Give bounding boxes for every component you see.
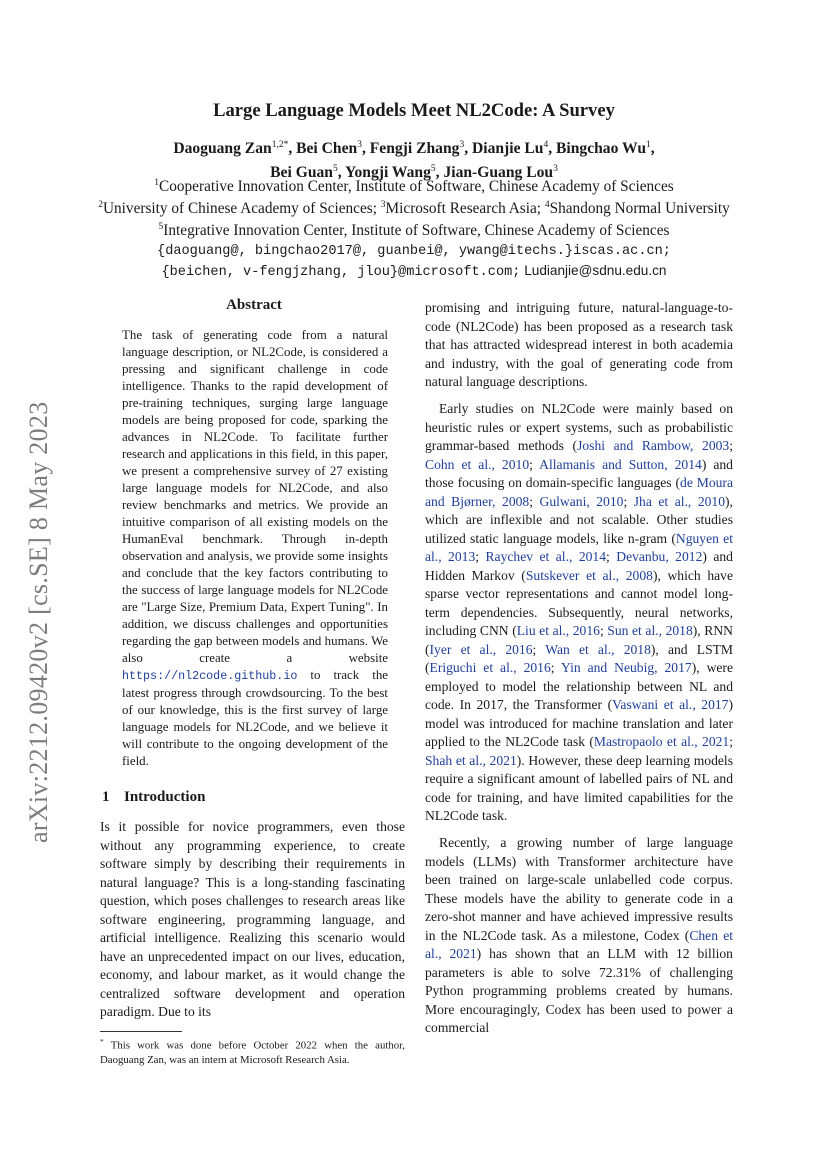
paper-title: Large Language Models Meet NL2Code: A Survey [213,100,615,121]
footnote [100,1035,405,1067]
citation-link[interactable]: Sutskever et al., 2008 [525,567,653,583]
author-line-1 [0,135,828,159]
author-affil-mark: 3 [553,164,558,175]
citation-link[interactable]: Nguyen et al., 2013 [425,530,733,564]
author-affil-mark: 5 [332,164,338,175]
affil-mark: 2 [98,200,103,211]
email-line-1 [0,240,828,261]
email-line-2 [0,261,828,282]
intro-paragraph-left: Is it possible for novice programmers, even those without any programming experience, to create software simply by describing their requirements in natural language? This is a long-standing fascinating question, which poses challenges to research areas like software engineering, programming language, and artificial intelligence. Realizing this scenario would have an unprecedented impact on our lives, education, economy, and labour market, as it would change the centralized software development and operation paradigm. Due to its [100,819,405,1019]
citation-link[interactable]: Cohn et al., 2010 [425,456,530,472]
affiliation-text: Microsoft Research Asia; [385,200,545,218]
citation-link[interactable]: Vaswani et al., 2017 [612,697,729,712]
citation-link[interactable]: Mastropaolo et al., 2021 [593,734,730,749]
website-link[interactable]: https://nl2code.github.io [122,669,298,683]
author-name: , Fengji Zhang [361,140,460,158]
affil-mark: 1 [154,178,160,188]
author-name: Bei Guan [270,164,333,182]
affil-mark: 4 [544,200,550,211]
citation-link[interactable]: Raychev et al., 2014 [485,549,607,564]
paragraph: promising and intriguing future, natural-language-to-code (NL2Code) has been proposed as a research task that has attracted widespread interest in both academia and industry, with the goal of generating code from natural language descriptions. [425,300,733,389]
author-affil-mark: 1 [646,140,651,150]
citation-link[interactable]: Gulwani, 2010 [539,493,624,509]
affiliation-block [0,174,828,282]
author-separator: , [650,140,655,158]
affiliation-text: Cooperative Innovation Center, Institute of Software, Chinese Academy of Sciences [159,178,674,196]
affil-mark: 3 [380,200,386,211]
email-text: {beichen, v-fengjzhang, jlou}@microsoft.com; [161,265,521,281]
author-name: , Bingchao Wu [548,140,647,158]
footnote-divider [100,1031,182,1032]
citation-link[interactable]: Joshi and Rambow, 2003 [577,438,730,453]
citation-link[interactable]: Devanbu, 2012 [616,549,703,564]
author-name: , Jian-Guang Lou [435,164,554,182]
author-name: , Dianjie Lu [464,140,544,158]
section-heading-introduction [102,789,205,806]
affil-mark: 5 [158,222,164,233]
affiliation-line-2 [0,196,828,218]
abstract-text: to track the latest progress through crowdsourcing. To the best of our knowledge, this is the first survey of large language models for NL2Code, and we believe it will contribute to the ongoing development of the field. [122,668,388,768]
footnote-text: This work was done before October 2022 when the author, Daoguang Zan, was an intern at Microsoft Research Asia. [100,1039,405,1066]
arxiv-identifier: arXiv:2212.09420v2 [cs.SE] 8 May 2023 [24,401,53,843]
affiliation-text: Shandong Normal University [549,200,730,218]
author-affil-mark: 3 [459,140,465,150]
affiliation-text: Integrative Innovation Center, Institute of Software, Chinese Academy of Sciences [163,222,670,240]
right-column [425,299,733,1046]
section-number: 1 [102,789,110,805]
affiliation-text: University of Chinese Academy of Sciences; [102,200,381,218]
affiliation-line-1 [0,174,828,196]
citation-link[interactable]: Allamanis and Sutton, 2014 [539,456,702,472]
author-affil-mark: 4 [543,140,549,150]
citation-link[interactable]: Wan et al., 2018 [545,641,651,657]
citation-link[interactable]: Sun et al., 2018 [607,623,693,638]
footnote-mark: * [100,1037,104,1046]
abstract-heading: Abstract [226,297,282,313]
author-name: , Bei Chen [288,140,358,158]
affiliation-line-3 [0,218,828,240]
abstract-text: The task of generating code from a natural language description, or NL2Code, is considered a pressing and significant challenge in code intelligence. Thanks to the rapid development of pre-training techniques, surging large language models are being proposed for code, sparking the advances in NL2Code. To facilitate further research and applications in this field, in this paper, we present a comprehensive survey of 27 existing large language models for NL2Code, and also review benchmarks and metrics. We provide an intuitive comparison of all existing models on the HumanEval benchmark. Through in-depth observation and analysis, we provide some insights and conclude that the key factors contributing to the success of large language models for NL2Code are "Large Size, Premium Data, Expert Tuning". In addition, we discuss challenges and opportunities regarding the gap between models and humans. We also create a website [122,328,388,665]
author-name: , Yongji Wang [337,164,431,182]
section-title: Introduction [124,789,206,805]
citation-link[interactable]: Chen et al., 2021 [425,927,734,961]
abstract-body [122,327,388,770]
author-affil-mark: 3 [357,140,362,150]
citation-link[interactable]: Liu et al., 2016 [516,623,600,638]
author-name: Daoguang Zan [173,140,272,158]
email-text: Ludianjie@sdnu.edu.cn [520,263,667,279]
paragraph: Early studies on NL2Code were mainly based on heuristic rules or expert systems, such as probabilistic grammar-based methods (Joshi and Rambow, 2003; Cohn et al., 2010; Allamanis and Sutton, 2014) and those focusing on domain-specific languages (de Moura and Bjørner, 2008; Gulwani, 2010; Jha et al., 2010), which are inflexible and not scalable. Other studies utilized static language models, like n-gram (Nguyen et al., 2013; Raychev et al., 2014; Devanbu, 2012) and Hidden Markov (Sutskever et al., 2008), which have sparse vector representations and cannot model long-term dependencies. Subsequently, neural networks, including CNN (Liu et al., 2016; Sun et al., 2018), RNN (Iyer et al., 2016; Wan et al., 2018), and LSTM (Eriguchi et al., 2016; Yin and Neubig, 2017), were employed to model the relationship between NL and code. In 2017, the Transformer (Vaswani et al., 2017) model was introduced for machine translation and later applied to the NL2Code task (Mastropaolo et al., 2021; Shah et al., 2021). However, these deep learning models require a significant amount of labelled pairs of NL and code for training, and have limited capabilities for the NL2Code task. [425,401,734,823]
paragraph: Recently, a growing number of large language models (LLMs) with Transformer architecture have been trained on large-scale unlabelled code corpus. These models have the ability to generate code in a zero-shot manner and have achieved impressive results in the NL2Code task. As a milestone, Codex (Chen et al., 2021) has shown that an LLM with 12 billion parameters is able to solve 72.31% of challenging Python programming problems created by humans. More encouragingly, Codex has been used to power a commercial [425,835,734,1035]
citation-link[interactable]: Jha et al., 2010 [633,493,726,509]
author-affil-mark: 5 [430,164,436,175]
citation-link[interactable]: Eriguchi et al., 2016 [429,660,551,675]
citation-link[interactable]: de Moura and Bjørner, 2008 [425,475,733,509]
email-text: {daoguang@, bingchao2017@, guanbei@, ywang@itechs.}iscas.ac.cn; [157,244,671,260]
citation-link[interactable]: Iyer et al., 2016 [429,641,533,657]
citation-link[interactable]: Shah et al., 2021 [425,752,517,768]
author-affil-mark: 1,2* [271,140,289,150]
citation-link[interactable]: Yin and Neubig, 2017 [561,660,692,675]
